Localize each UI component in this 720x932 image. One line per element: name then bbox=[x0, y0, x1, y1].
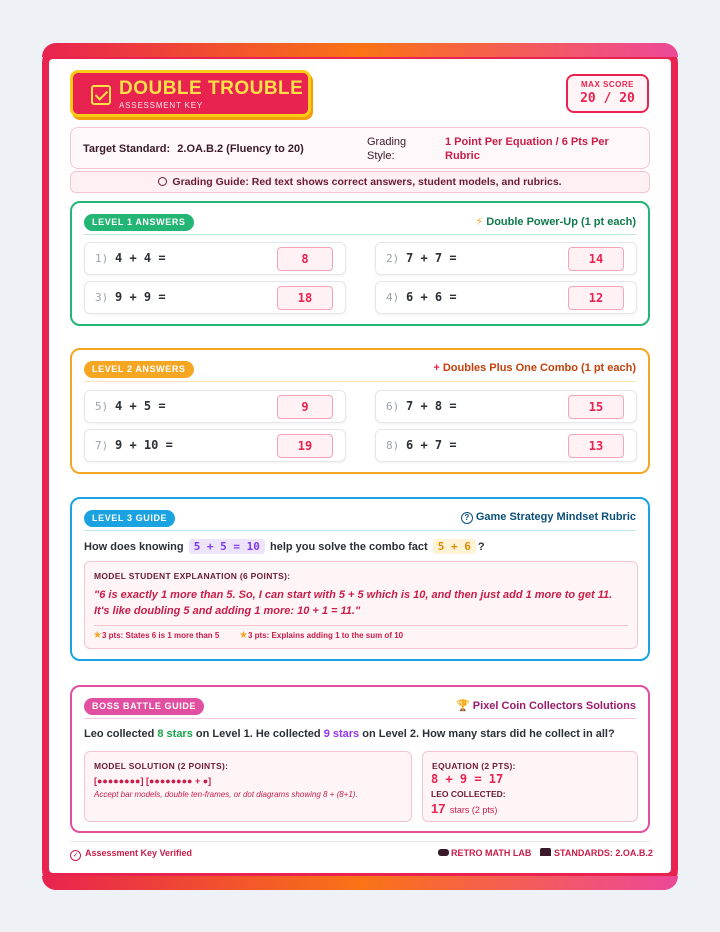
question-text-start: How does knowing bbox=[84, 541, 184, 553]
level-3-section bbox=[70, 497, 650, 661]
footer-divider bbox=[70, 841, 650, 842]
level-1-heading bbox=[475, 215, 636, 228]
level-2-divider bbox=[84, 381, 636, 382]
standards-text: STANDARDS: 2.OA.B.2 bbox=[554, 848, 653, 858]
boss-battle-pill: BOSS BATTLE GUIDE bbox=[84, 698, 204, 715]
rubric-item-1 bbox=[93, 630, 219, 641]
collected-unit: stars (2 pts) bbox=[449, 805, 498, 815]
max-score-box bbox=[566, 74, 649, 113]
lightning-icon: ⚡ bbox=[475, 216, 484, 228]
equation-card bbox=[375, 242, 637, 275]
equation-number: 6) bbox=[386, 400, 400, 413]
question-text-start: Leo collected bbox=[84, 728, 155, 740]
level-2-heading bbox=[433, 362, 636, 374]
gamepad-icon bbox=[438, 849, 449, 856]
model-explanation-text: "6 is exactly 1 more than 5. So, I can start with 5 + 5 which is 10, and then just add 1 more to get 11. It's like doubling 5 and adding 1 more: 10 + 1 = 11." bbox=[94, 589, 613, 617]
fact-chip: 5 + 5 = 10 bbox=[189, 539, 265, 554]
equation-number: 3) bbox=[95, 291, 109, 304]
equation-expression: 4 + 4 = bbox=[115, 251, 166, 265]
page-subtitle: ASSESSMENT KEY bbox=[119, 101, 203, 110]
verified-badge bbox=[70, 848, 192, 861]
equation-expression: 6 + 6 = bbox=[406, 290, 457, 304]
level-3-pill: LEVEL 3 GUIDE bbox=[84, 510, 175, 527]
question-mark: ? bbox=[477, 541, 485, 553]
grading-label: Grading Style: bbox=[367, 136, 407, 162]
equation-expression: 7 + 8 = bbox=[406, 399, 457, 413]
verified-text: Assessment Key Verified bbox=[85, 848, 193, 858]
model-solution-box bbox=[84, 751, 412, 822]
equation-answer-box bbox=[422, 751, 638, 822]
level-3-divider bbox=[84, 530, 636, 531]
grading-guide-text: Grading Guide: Red text shows correct answers, student models, and rubrics. bbox=[172, 176, 562, 188]
lab-label bbox=[438, 848, 531, 858]
answer-box: 15 bbox=[568, 395, 624, 419]
standard-label: Target Standard: bbox=[83, 143, 171, 155]
standards-label bbox=[540, 848, 653, 858]
equation-card bbox=[375, 281, 637, 314]
equation-card bbox=[84, 281, 346, 314]
level-1-heading-text: Double Power-Up (1 pt each) bbox=[486, 216, 636, 228]
equation-expression: 9 + 10 = bbox=[115, 438, 173, 452]
equation-card bbox=[375, 429, 637, 462]
star-icon: ★ bbox=[93, 630, 102, 641]
answer-box: 12 bbox=[568, 286, 624, 310]
checkbox-icon bbox=[91, 85, 111, 105]
level-3-heading bbox=[461, 511, 636, 524]
rubric-2-text: 3 pts: Explains adding 1 to the sum of 10 bbox=[247, 631, 404, 640]
max-score-value: 20 / 20 bbox=[580, 91, 635, 106]
equation-expression: 6 + 7 = bbox=[406, 438, 457, 452]
equation-expression: 7 + 7 = bbox=[406, 251, 457, 265]
equation-number: 4) bbox=[386, 291, 400, 304]
collected-label: LEO COLLECTED: bbox=[431, 789, 506, 799]
plus-icon: + bbox=[433, 362, 440, 374]
collected-answer bbox=[431, 800, 497, 818]
target-standard bbox=[83, 143, 304, 155]
bar-model: [●●●●●●●●] [●●●●●●●● + ●] bbox=[94, 776, 212, 786]
equation-number: 2) bbox=[386, 252, 400, 265]
boss-battle-divider bbox=[84, 718, 636, 719]
level-1-divider bbox=[84, 234, 636, 235]
check-circle-icon: ✓ bbox=[70, 850, 81, 861]
equation-number: 5) bbox=[95, 400, 109, 413]
level-3-question bbox=[84, 539, 485, 554]
max-score-label: MAX SCORE bbox=[581, 80, 634, 89]
star-icon: ★ bbox=[239, 630, 248, 641]
standard-value: 2.OA.B.2 (Fluency to 20) bbox=[177, 143, 304, 155]
level-1-section bbox=[70, 201, 650, 326]
page-title: DOUBLE TROUBLE bbox=[119, 78, 304, 99]
boss-battle-heading bbox=[456, 699, 636, 712]
invader-icon bbox=[540, 848, 551, 856]
answer-box: 18 bbox=[277, 286, 333, 310]
equation-card bbox=[84, 390, 346, 423]
grading-guide bbox=[70, 171, 650, 193]
equation-value: 8 + 9 = 17 bbox=[431, 772, 504, 786]
boss-battle-heading-text: Pixel Coin Collectors Solutions bbox=[472, 700, 636, 712]
rubric-item-2 bbox=[239, 630, 403, 641]
rubric-1-text: 3 pts: States 6 is 1 more than 5 bbox=[101, 631, 220, 640]
info-box bbox=[70, 127, 650, 169]
equation-expression: 9 + 9 = bbox=[115, 290, 166, 304]
grading-value: 1 Point Per Equation / 6 Pts Per Rubric bbox=[445, 136, 609, 162]
answer-box: 9 bbox=[277, 395, 333, 419]
boss-battle-section bbox=[70, 685, 650, 833]
equation-expression: 4 + 5 = bbox=[115, 399, 166, 413]
level-2-section bbox=[70, 348, 650, 474]
question-text-end: on Level 2. How many stars did he collect in all? bbox=[362, 728, 615, 740]
equation-card bbox=[84, 242, 346, 275]
stars-level-1: 8 stars bbox=[157, 728, 193, 740]
boss-battle-question bbox=[84, 728, 615, 740]
collected-value: 17 bbox=[431, 801, 446, 816]
answer-box: 8 bbox=[277, 247, 333, 271]
model-explanation-box bbox=[84, 561, 638, 649]
question-text-mid: on Level 1. He collected bbox=[195, 728, 321, 740]
trophy-icon: 🏆 bbox=[456, 700, 470, 712]
model-explanation-label: MODEL STUDENT EXPLANATION (6 POINTS): bbox=[94, 571, 291, 581]
equation-number: 7) bbox=[95, 439, 109, 452]
equation-label: EQUATION (2 PTS): bbox=[432, 761, 516, 771]
rubric-divider bbox=[94, 625, 628, 626]
combo-chip: 5 + 6 bbox=[433, 539, 476, 554]
level-2-pill: LEVEL 2 ANSWERS bbox=[84, 361, 194, 378]
lab-text: RETRO MATH LAB bbox=[451, 848, 532, 858]
stars-level-2: 9 stars bbox=[323, 728, 360, 740]
level-3-heading-text: Game Strategy Mindset Rubric bbox=[475, 511, 636, 523]
equation-number: 8) bbox=[386, 439, 400, 452]
answer-box: 14 bbox=[568, 247, 624, 271]
answer-box: 19 bbox=[277, 434, 333, 458]
level-1-pill: LEVEL 1 ANSWERS bbox=[84, 214, 194, 231]
question-text-mid: help you solve the combo fact bbox=[269, 541, 428, 553]
model-solution-note: Accept bar models, double ten-frames, or dot diagrams showing 8 + (8+1). bbox=[94, 790, 358, 799]
ribbon-icon bbox=[158, 177, 167, 186]
model-solution-label: MODEL SOLUTION (2 POINTS): bbox=[94, 761, 229, 771]
answer-box: 13 bbox=[568, 434, 624, 458]
question-circle-icon: ? bbox=[461, 512, 473, 524]
level-2-heading-text: Doubles Plus One Combo (1 pt each) bbox=[442, 362, 636, 374]
equation-card bbox=[375, 390, 637, 423]
equation-card bbox=[84, 429, 346, 462]
equation-number: 1) bbox=[95, 252, 109, 265]
title-badge bbox=[70, 70, 311, 117]
